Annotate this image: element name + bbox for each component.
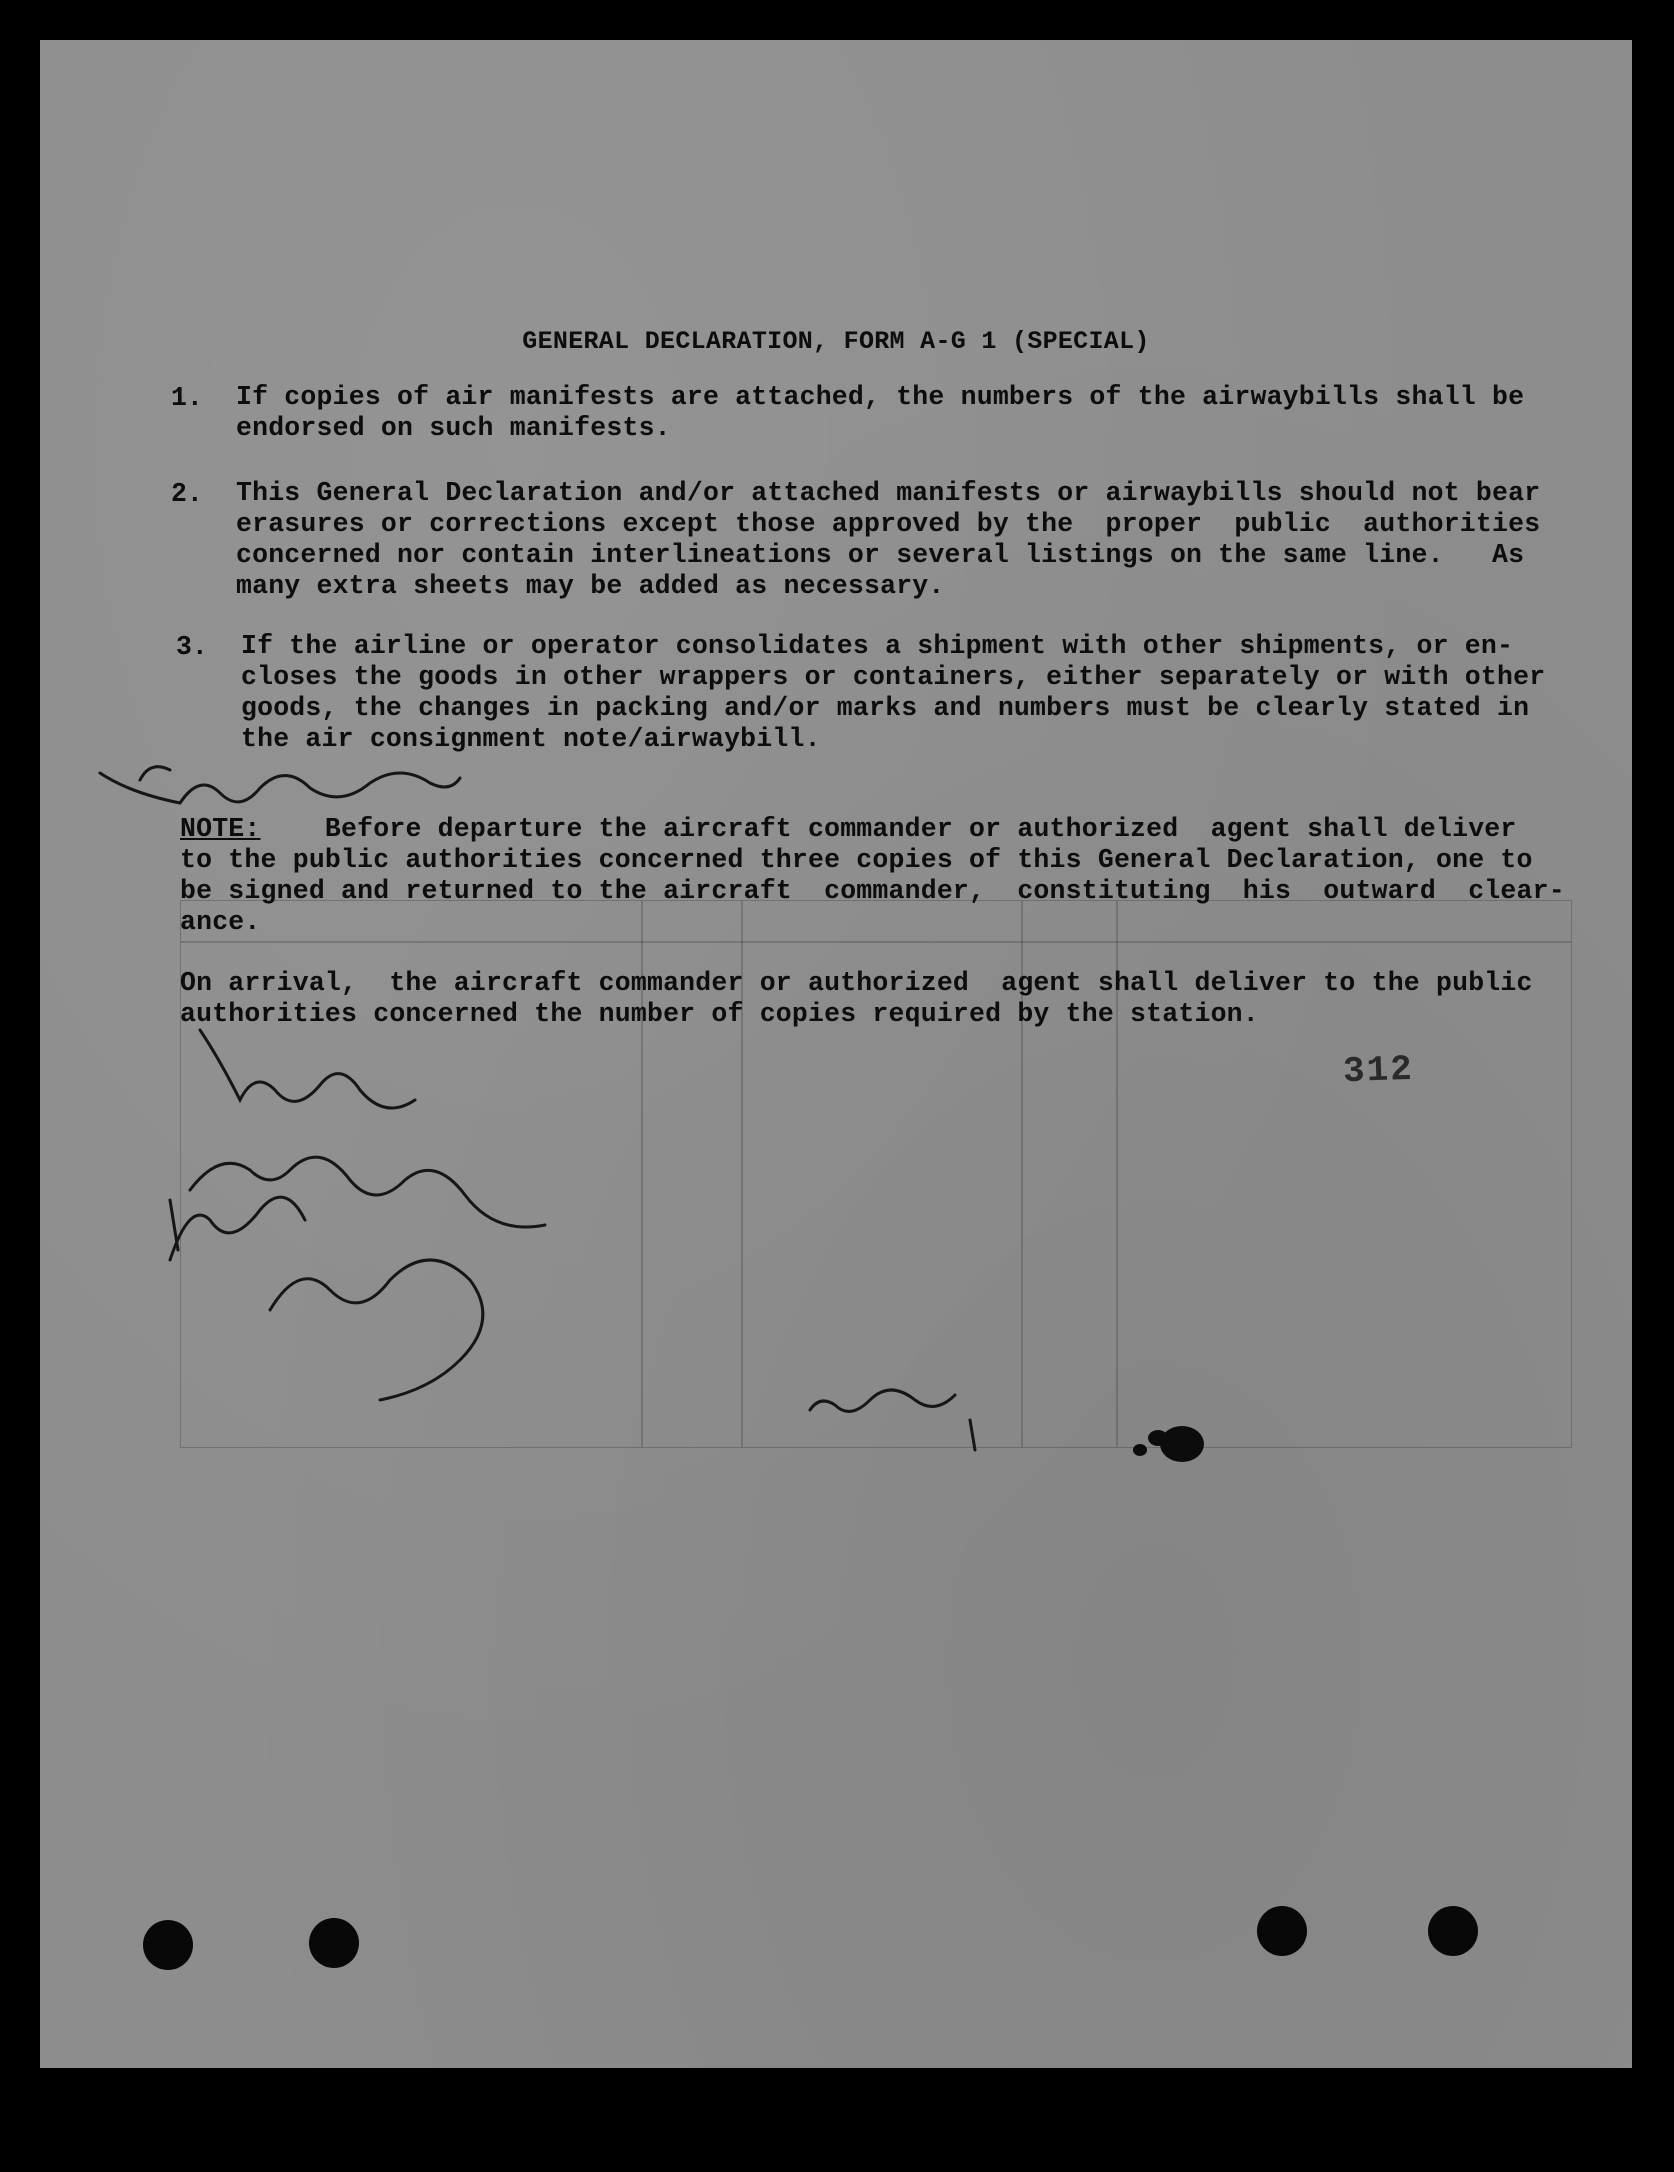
note-paragraph: NOTE: Before departure the aircraft commander or authorized agent shall deliver to the public authorities concerned three copies of this General Declaration, one to be signed and returned to the aircraft commander, constituting his outward clear- ance. — [180, 814, 1565, 937]
item-1-text: If copies of air manifests are attached, the numbers of the airwaybills shall be endorsed on such manifests. — [236, 382, 1525, 443]
form-title: GENERAL DECLARATION, FORM A-G 1 (SPECIAL) — [522, 327, 1150, 356]
note-label: NOTE: — [180, 814, 261, 844]
item-1-number: 1. — [171, 383, 203, 413]
item-2-number: 2. — [171, 479, 203, 509]
document-page — [40, 40, 1632, 2068]
stamp-number: 312 — [1342, 1048, 1415, 1093]
punch-hole — [309, 1918, 359, 1968]
arrival-paragraph: On arrival, the aircraft commander or authorized agent shall deliver to the public authorities concerned the number of copies required by the station. — [180, 968, 1533, 1029]
item-3-number: 3. — [176, 632, 208, 662]
punch-hole — [1257, 1906, 1307, 1956]
punch-hole — [1428, 1906, 1478, 1956]
item-2-text: This General Declaration and/or attached manifests or airwaybills should not bear erasures or corrections except those approved by the proper public authorities concerned nor contain interlineations or several listings on the same line. As many extra sheets may be added as necessary. — [236, 478, 1541, 601]
punch-hole — [143, 1920, 193, 1970]
item-3-text: If the airline or operator consolidates a shipment with other shipments, or en- closes the goods in other wrappers or containers, either separately or with other goods, the changes in packing and/or marks and numbers must be clearly stated in the air consignment note/airwaybill. — [241, 631, 1546, 754]
